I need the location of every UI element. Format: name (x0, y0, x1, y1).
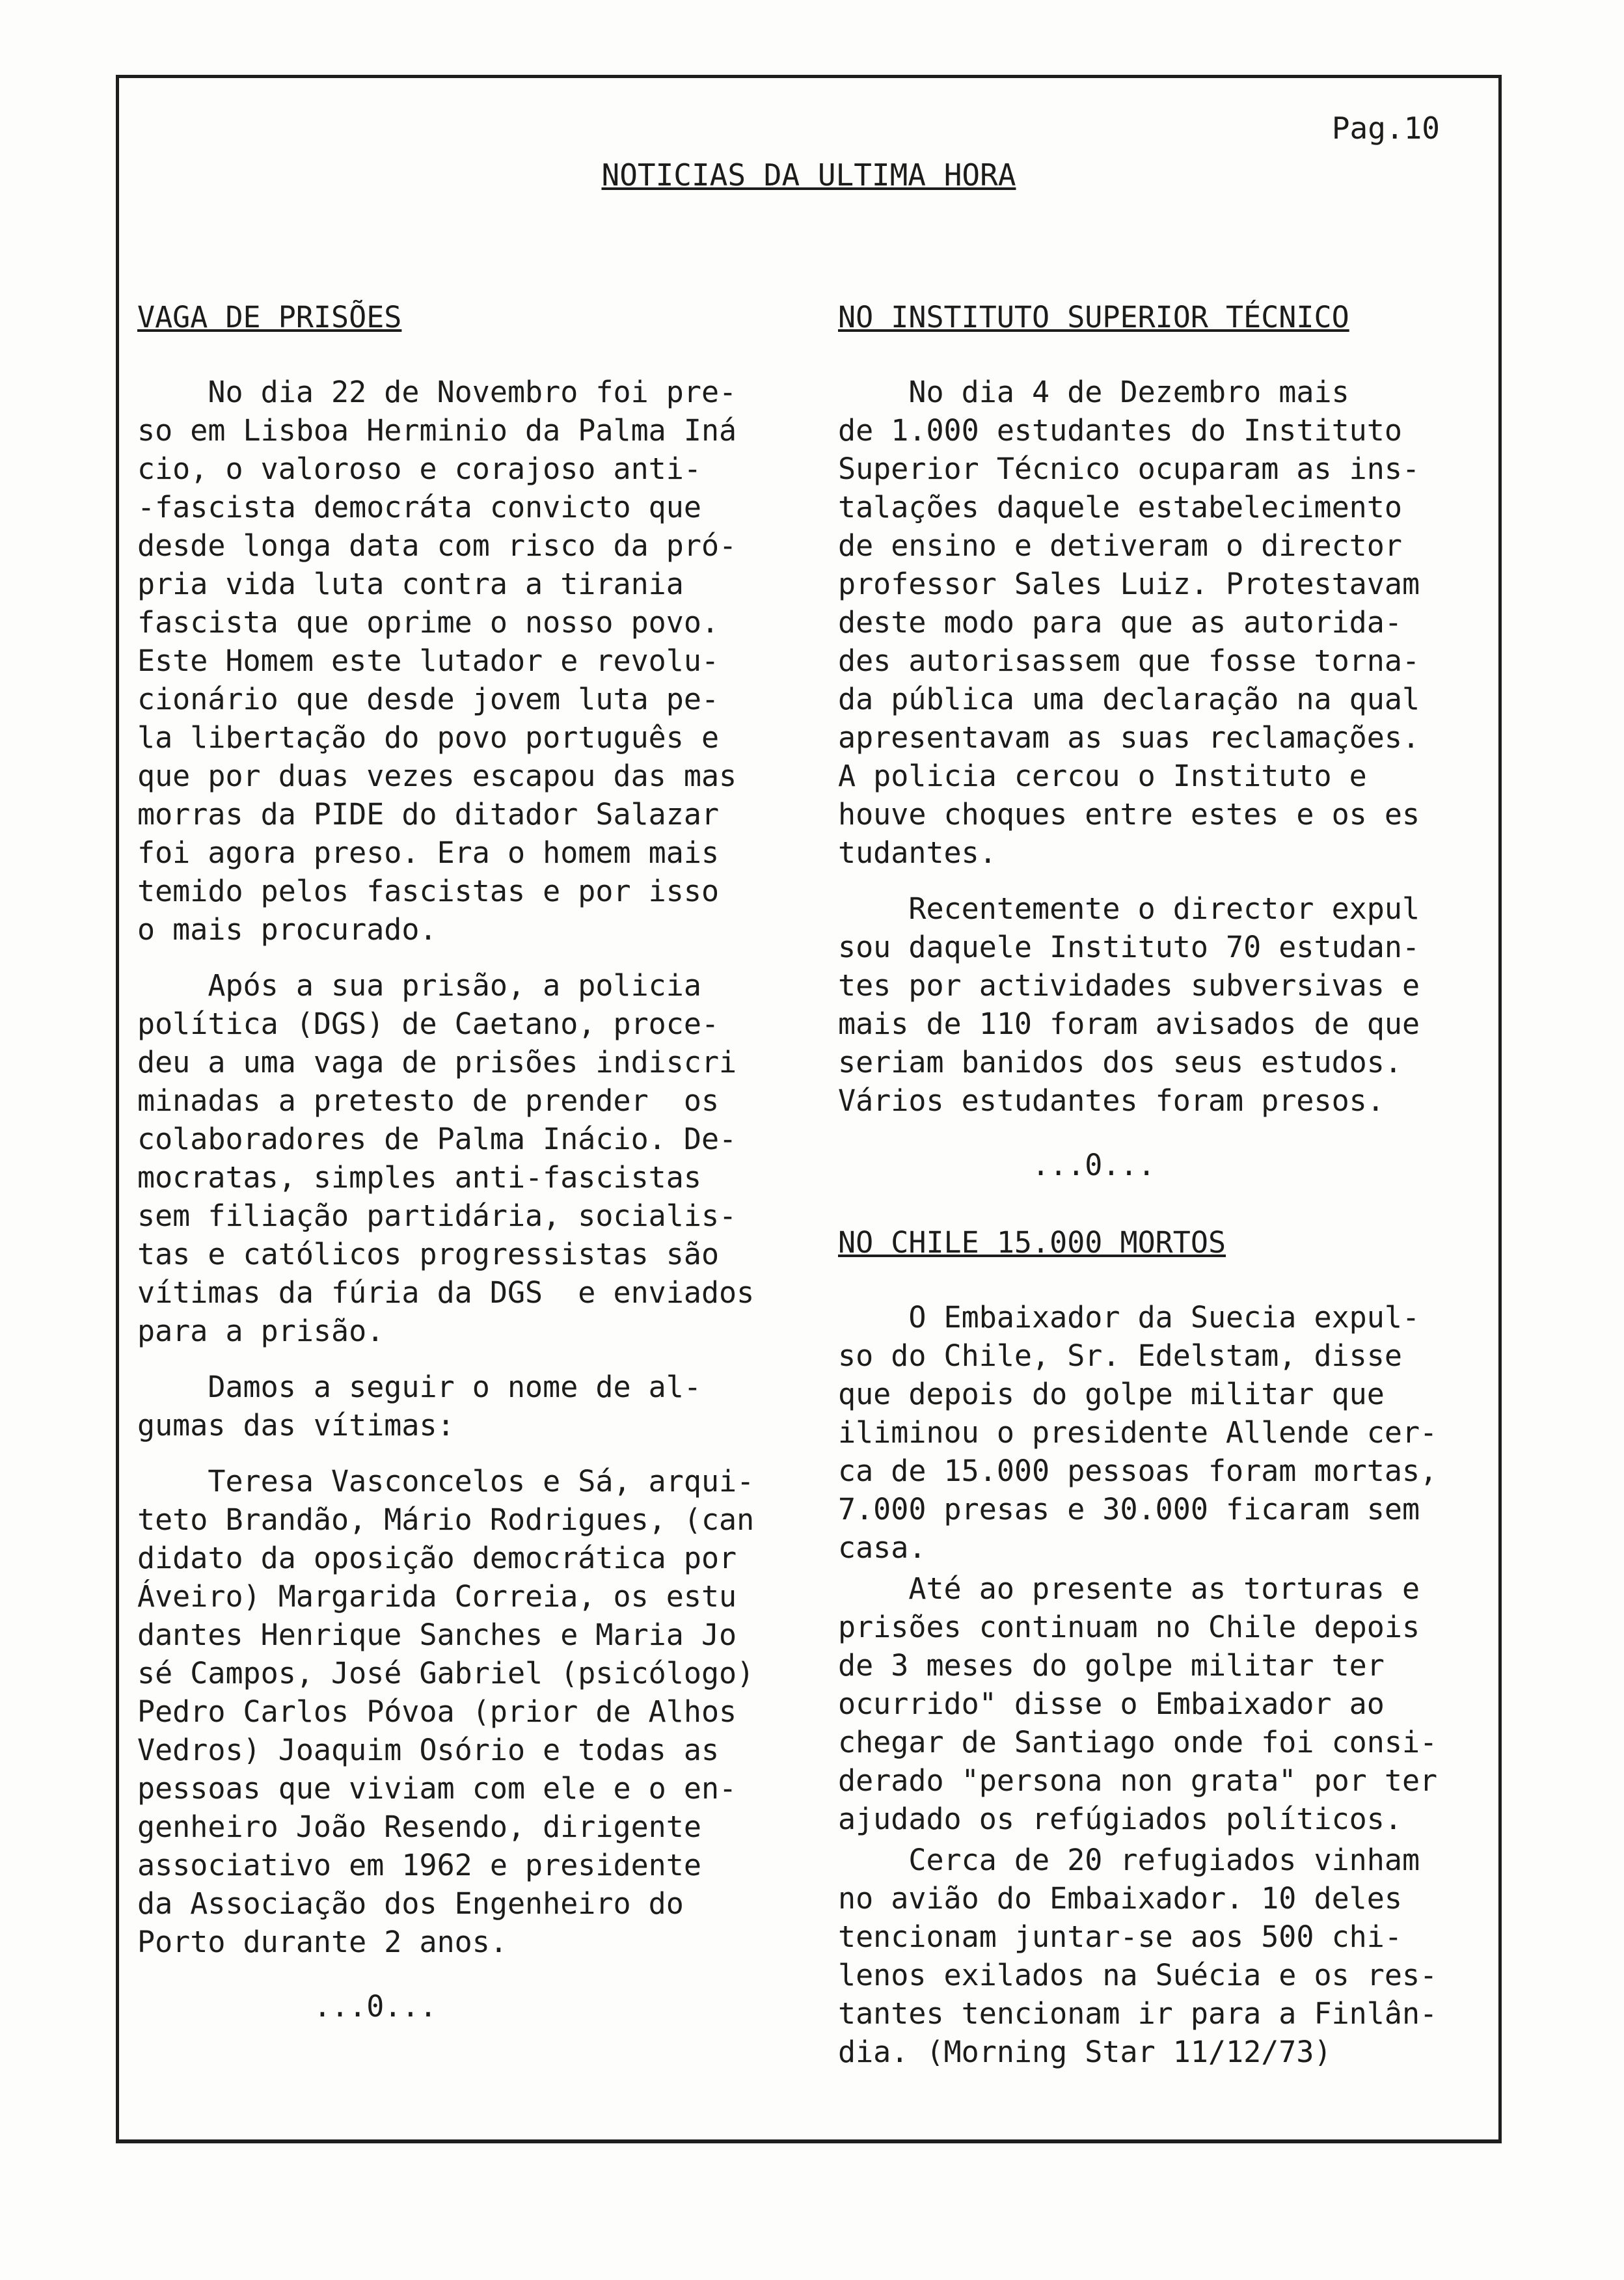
article-paragraph: No dia 22 de Novembro foi pre- so em Lisboa Herminio da Palma Iná cio, o valoroso e corajoso anti- -fascista democráta convicto que desde longa data com risco da pró- pria vida luta contra a tirania fascista que oprime o nosso povo. Este Homem este lutador e revolu- cionário que desde jovem luta pe- la libertação do povo português e que por duas vezes escapou das mas morras da PIDE do ditador Salazar foi agora preso. Era o homem mais temido pelos fascistas e por isso o mais procurado. (137, 375, 737, 947)
article-paragraph: Após a sua prisão, a policia política (DGS) de Caetano, proce- deu a uma vaga de prisões indiscri minadas a pretesto de prender os colaboradores de Palma Inácio. De- mocratas, simples anti-fascistas sem filiação partidária, socialis- tas e católicos progressistas são vítimas da fúria da DGS e enviados para a prisão. (137, 968, 755, 1348)
right-column (838, 298, 1494, 2074)
article-paragraph: O Embaixador da Suecia expul- so do Chile, Sr. Edelstam, disse que depois do golpe militar que iliminou o presidente Allende cer- ca de 15.000 pessoas foram mortas, 7.000 presas e 30.000 ficaram sem casa. (838, 1300, 1438, 1565)
article-paragraph: Até ao presente as torturas e prisões continuam no Chile depois de 3 meses do golpe militar ter ocurrido" disse o Embaixador ao chegar de Santiago onde foi consi- derado "persona non grata" por ter ajudado os refúgiados políticos. (838, 1571, 1438, 1836)
page-title: NOTICIAS DA ULTIMA HORA (601, 157, 1016, 193)
article-paragraph: Damos a seguir o nome de al- gumas das vítimas: (137, 1370, 701, 1443)
article-heading-chile: NO CHILE 15.000 MORTOS (838, 1225, 1226, 1260)
left-column (137, 298, 837, 2065)
section-separator: ...0... (137, 1989, 437, 2024)
article-paragraph: Recentemente o director expul sou daquele Instituto 70 estudan- tes por actividades subversivas e mais de 110 foram avisados de que seriam banidos dos seus estudos. Vários estudantes foram presos. (838, 891, 1420, 1118)
article-paragraph: Teresa Vasconcelos e Sá, arqui- teto Brandão, Mário Rodrigues, (can didato da oposição democrática por Áveiro) Margarida Correia, os estu dantes Henrique Sanches e Maria Jo sé Campos, José Gabriel (psicólogo) Pedro Carlos Póvoa (prior de Alhos Vedros) Joaquim Osório e todas as pessoas que viviam com ele e o en- genheiro João Resendo, dirigente associativo em 1962 e presidente da Associação dos Engenheiro do Porto durante 2 anos. (137, 1464, 755, 1959)
section-separator: ...0... (838, 1148, 1156, 1182)
article-paragraph: Cerca de 20 refugiados vinham no avião do Embaixador. 10 deles tencionam juntar-se aos 500 chi- lenos exilados na Suécia e os res- tantes tencionam ir para a Finlân- dia. (Morning Star 11/12/73) (838, 1843, 1438, 2069)
article-paragraph: No dia 4 de Dezembro mais de 1.000 estudantes do Instituto Superior Técnico ocuparam as ins- talações daquele estabelecimento de ensino e detiveram o director professor Sales Luiz. Protestavam deste modo para que as autorida- des autorisassem que fosse torna- da pública uma declaração na qual apresentavam as suas reclamações. A policia cercou o Instituto e houve choques entre estes e os es tudantes. (838, 375, 1420, 870)
page-number: Pag.10 (1331, 111, 1440, 146)
article-heading-vaga-de-prisoes: VAGA DE PRISÕES (137, 300, 402, 334)
page-frame (116, 75, 1502, 2143)
article-heading-instituto-superior-tecnico: NO INSTITUTO SUPERIOR TÉCNICO (838, 300, 1349, 334)
